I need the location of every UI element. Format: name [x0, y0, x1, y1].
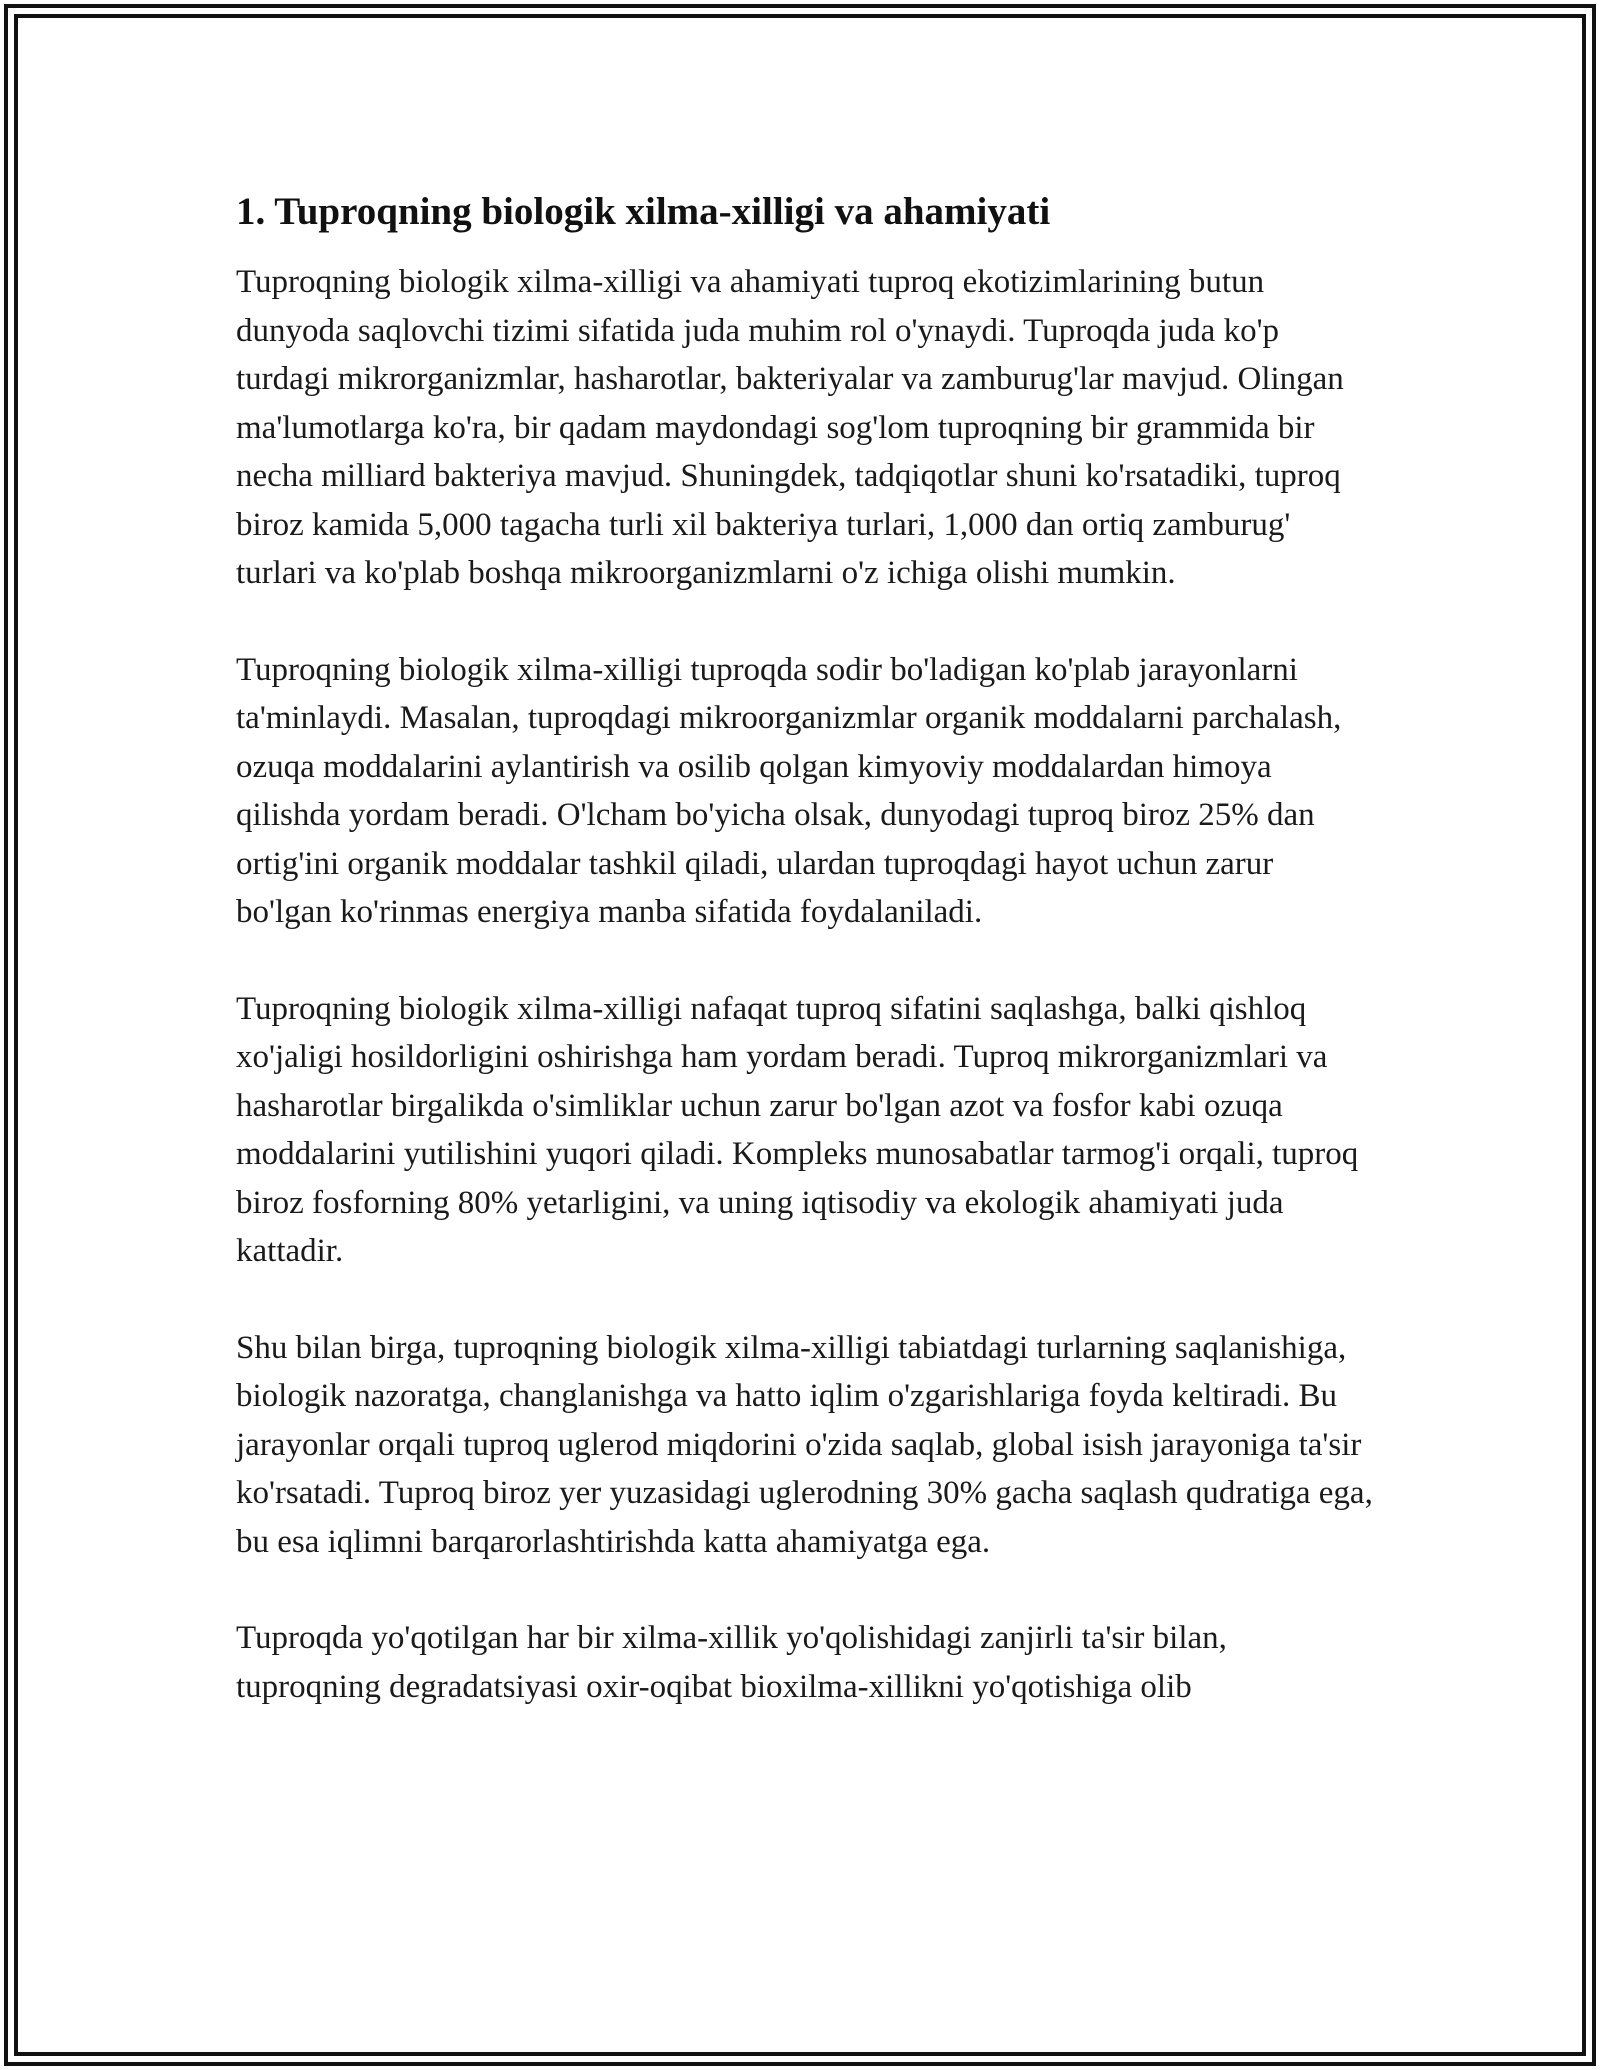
- paragraph-4: Shu bilan birga, tuproqning biologik xilma-xilligi tabiatdagi turlarning saqlanishiga, biologik nazoratga, changlanishga va hatto iqlim o'zgarishlariga foyda keltiradi. Bu jarayonlar orqali tuproq uglerod miqdorini o'zida saqlab, global isish jarayoniga ta'sir ko'rsatadi. Tuproq biroz yer yuzasidagi uglerodning 30% gacha saqlash qudratiga ega, bu esa iqlimni barqarorlashtirishda katta ahamiyatga ega.: [236, 1329, 1373, 1560]
- paragraph-1: Tuproqning biologik xilma-xilligi va ahamiyati tuproq ekotizimlarining butun dunyoda saqlovchi tizimi sifatida juda muhim rol o'ynaydi. Tuproqda juda ko'p turdagi mikrorganizmlar, hasharotlar, bakteriyalar va zamburug'lar mavjud. Olingan ma'lumotlarga ko'ra, bir qadam maydondagi sog'lom tuproqning bir grammida bir necha milliard bakteriya mavjud. Shuningdek, tadqiqotlar shuni ko'rsatadiki, tuproq biroz kamida 5,000 tagacha turli xil bakteriya turlari, 1,000 dan ortiq zamburug' turlari va ko'plab boshqa mikroorganizmlarni o'z ichiga olishi mumkin.: [236, 264, 1344, 591]
- document-page: [236, 186, 1376, 1759]
- section-heading: 1. Tuproqning biologik xilma-xilligi va ahamiyati: [236, 190, 1051, 233]
- paragraph-3: Tuproqning biologik xilma-xilligi nafaqat tuproq sifatini saqlashga, balki qishloq xo'jaligi hosildorligini oshirishga ham yordam beradi. Tuproq mikrorganizmlari va hasharotlar birgalikda o'simliklar uchun zarur bo'lgan azot va fosfor kabi ozuqa moddalarini yutilishini yuqori qiladi. Kompleks munosabatlar tarmog'i orqali, tuproq biroz fosforning 80% yetarligini, va uning iqtisodiy va ekologik ahamiyati juda kattadir.: [236, 990, 1359, 1269]
- paragraph-2: Tuproqning biologik xilma-xilligi tuproqda sodir bo'ladigan ko'plab jarayonlarni ta'minlaydi. Masalan, tuproqdagi mikroorganizmlar organik moddalarni parchalash, ozuqa moddalarini aylantirish va osilib qolgan kimyoviy moddalardan himoya qilishda yordam beradi. O'lcham bo'yicha olsak, dunyodagi tuproq biroz 25% dan ortig'ini organik moddalar tashkil qiladi, ulardan tuproqdagi hayot uchun zarur bo'lgan ko'rinmas energiya manba sifatida foydalaniladi.: [236, 651, 1342, 930]
- paragraph-5: Tuproqda yo'qotilgan har bir xilma-xillik yo'qolishidagi zanjirli ta'sir bilan, tuproqning degradatsiyasi oxir-oqibat bioxilma-xillikni yo'qotishiga olib: [236, 1620, 1227, 1705]
